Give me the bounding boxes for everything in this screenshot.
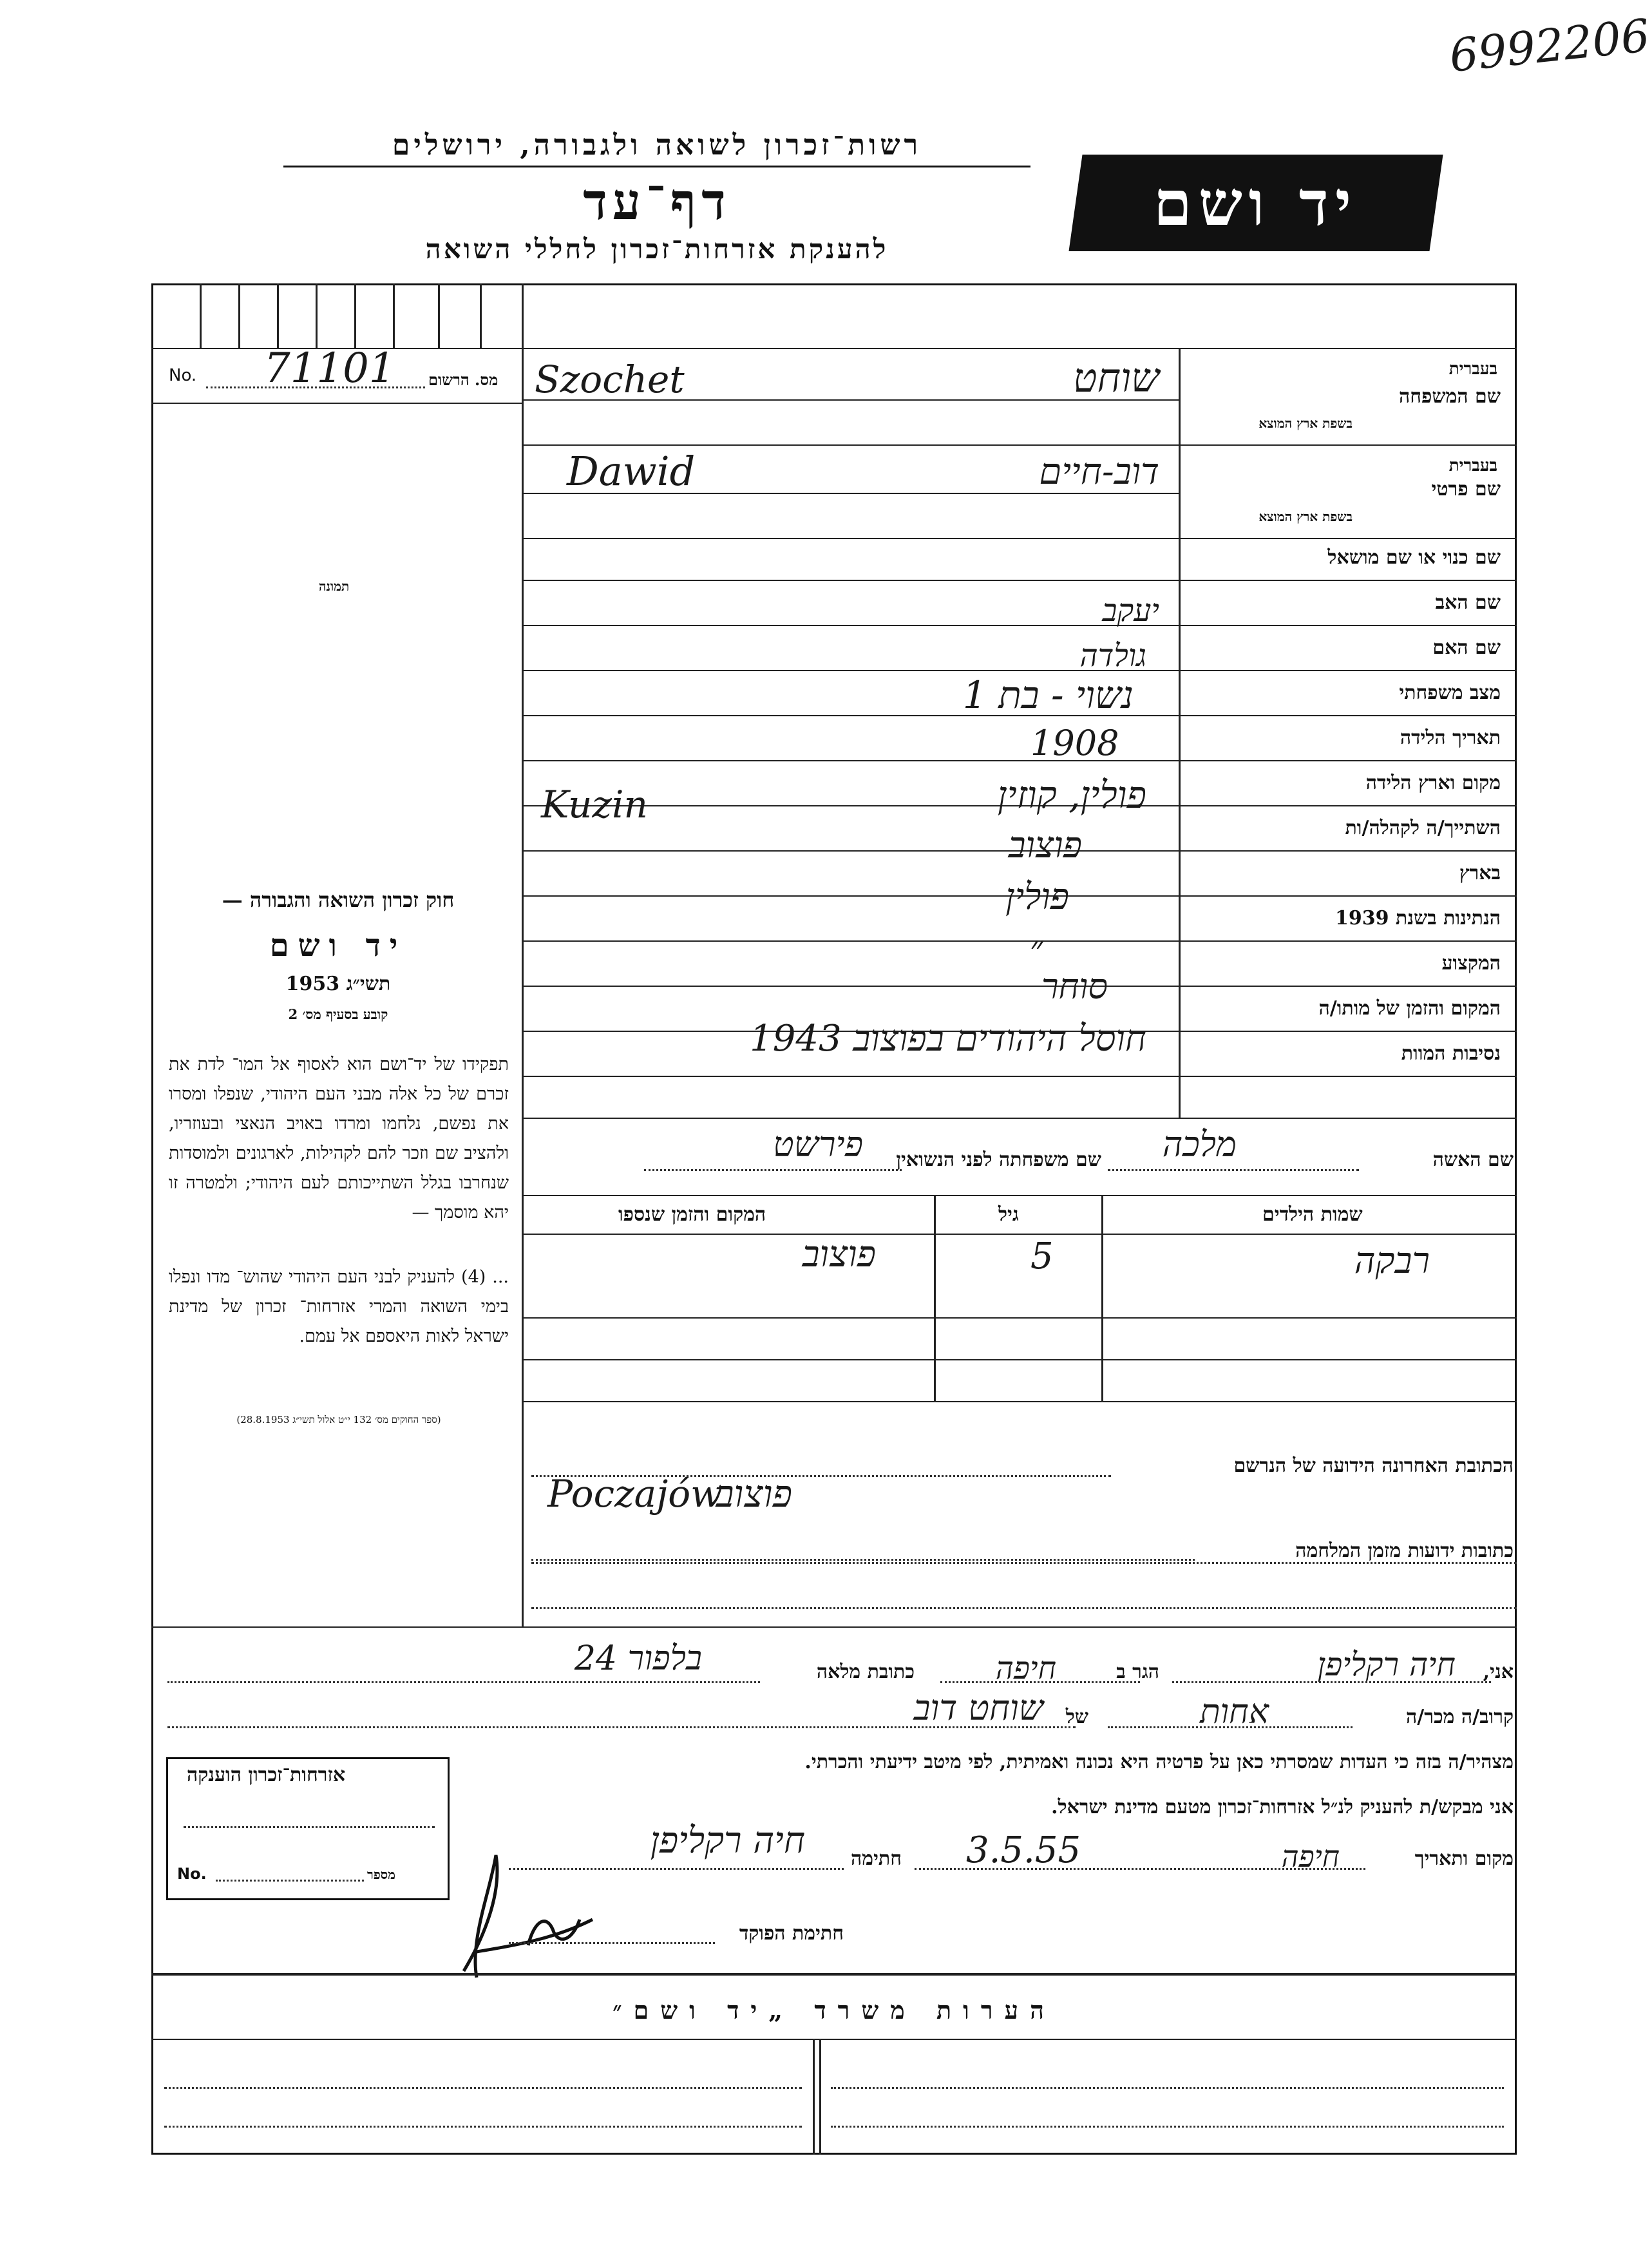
- registration-no-label: No.: [169, 366, 197, 385]
- given-name-label: שם פרטי: [1431, 478, 1501, 500]
- office-title: הערות משרד „יד ושם״: [612, 1996, 1056, 2025]
- declarant-name: חיה רקליפן: [1317, 1646, 1456, 1683]
- officer-signature: [425, 1842, 618, 1990]
- registration-line: [151, 403, 522, 404]
- wife-label: שם האשה: [1432, 1149, 1514, 1171]
- last-address-label: הכתובת האחרונה הידועה של הנרשם: [1233, 1454, 1514, 1477]
- father-label: שם האב: [1435, 591, 1501, 614]
- relative-label: קרוב/ה מכר/ה: [1406, 1706, 1514, 1728]
- strip-tick: [277, 283, 279, 348]
- law-title: חוק זכרון השואה והגבורה —: [222, 888, 455, 912]
- address-dots: [531, 1562, 1517, 1564]
- row-line: [522, 1118, 1517, 1119]
- authority-line: רשות־זכרון לשואה ולגבורה, ירושלים: [283, 129, 1030, 167]
- yad-vashem-logo: [1068, 155, 1443, 251]
- strip-tick: [480, 283, 482, 348]
- row-line: [522, 538, 1517, 539]
- surname-hebrew-value: שוחט: [1073, 354, 1159, 401]
- office-dots: [164, 2087, 802, 2089]
- last-address-hebrew: פוצוב: [716, 1472, 792, 1516]
- lang-native-label: בשפת ארץ המוצא: [1258, 415, 1353, 431]
- citizenship-value: ״: [1029, 928, 1043, 969]
- office-dots: [831, 2087, 1504, 2089]
- war-address-dots: [531, 1559, 1195, 1561]
- law-name: יד ושם: [269, 928, 407, 964]
- children-row-line: [522, 1401, 1517, 1402]
- given-native-value: Dawid: [567, 448, 696, 495]
- community-label: השתייך/ה לקהלה/ות: [1345, 817, 1501, 839]
- children-col-divider: [934, 1195, 936, 1401]
- marital-label: מצב משפחתי: [1399, 682, 1501, 704]
- law-clause: קובע בסעיף מס׳ 2: [288, 1006, 388, 1022]
- declaration-top-line: [151, 1626, 1517, 1628]
- strip-tick: [393, 283, 395, 348]
- war-address-dots-2: [531, 1607, 1517, 1609]
- office-header-line: [151, 2039, 1517, 2040]
- surname-label: שם המשפחה: [1398, 385, 1501, 408]
- birthdate-value: 1908: [1030, 723, 1119, 763]
- law-text-2: ... (4) להעניק לבני העם היהודי שהוש־ מדו ונפלו בימי השואה והמרי אזרחות־ זכרון של מדינת ישראל לאות היאספם אל עמם.: [169, 1267, 509, 1346]
- wife-value: מלכה: [1162, 1124, 1237, 1165]
- death-cause-label: נסיבות המוות: [1401, 1042, 1501, 1065]
- mother-label: שם האם: [1432, 636, 1501, 659]
- photo-label: תמונה: [319, 578, 350, 594]
- officer-dots: [509, 1942, 715, 1944]
- citizenship-box-title: אזרחות־זכרון הוענקה: [187, 1764, 346, 1786]
- child-place: פוצוב: [802, 1234, 876, 1275]
- full-address-value: בלפור 24: [574, 1639, 702, 1678]
- birthdate-label: תאריך הלידה: [1400, 727, 1501, 749]
- birthplace-native-value: Kuzin: [541, 783, 648, 826]
- officer-signature-scribble: [425, 1842, 618, 1990]
- mother-value: גולדה: [1079, 638, 1146, 674]
- column-divider: [522, 283, 524, 1626]
- father-value: יעקב: [1102, 593, 1159, 629]
- declarant-i-label: אני,: [1483, 1661, 1514, 1683]
- citizenship-box-dots: [184, 1826, 435, 1828]
- signature-value: חיה רקליפן: [650, 1820, 805, 1862]
- office-divider-2: [819, 2039, 821, 2155]
- form-subtitle: להענקת אזרחות־זכרון לחללי השואה: [425, 233, 889, 265]
- wife-line: [522, 1195, 1517, 1196]
- office-dots: [831, 2126, 1504, 2128]
- war-address-label: כתובות ידועות מזמן המלחמה: [1295, 1539, 1514, 1562]
- surname-native-value: Szochet: [535, 357, 685, 401]
- declare-text: מצהיר/ה בזה כי העדות שמסרתי כאן על פרטיה היא נכונה ואמיתית, לפי מיטב ידיעתי והכרתי.: [804, 1751, 1514, 1773]
- children-row-line: [522, 1359, 1517, 1360]
- row-line: [522, 670, 1517, 671]
- request-text: אני מבקש/ת להעניק לנ״ל אזרחות־זכרון מטעם מדינת ישראל.: [1051, 1796, 1514, 1818]
- lang-native-label-2: בשפת ארץ המוצא: [1258, 509, 1353, 524]
- of-label: של: [1065, 1706, 1088, 1728]
- logo-text: יד ושם: [1154, 166, 1358, 240]
- archive-number: 6992206: [1447, 8, 1652, 83]
- row-line: [522, 444, 1517, 446]
- office-top-line: [151, 1973, 1517, 1976]
- full-address-dots: [167, 1681, 760, 1683]
- marital-value: נשוי - בת 1: [962, 673, 1134, 717]
- last-address-value: Poczajów: [547, 1472, 723, 1516]
- strip-tick: [354, 283, 356, 348]
- place-value: חיפה: [1281, 1839, 1340, 1874]
- resides-value: חיפה: [995, 1650, 1056, 1686]
- registration-label: מס. הרשום: [428, 370, 498, 389]
- office-dots: [164, 2126, 802, 2128]
- strip-tick: [316, 283, 318, 348]
- signature-label: חתימה: [851, 1847, 902, 1870]
- full-address-label: כתובת מלאה: [816, 1661, 915, 1683]
- citizenship-no-dots: [216, 1880, 364, 1882]
- death-place-label: המקום והזמן של מותו/ה: [1318, 997, 1501, 1020]
- resides-label: הגר ב: [1116, 1661, 1159, 1683]
- profession-value: סוחר: [1041, 966, 1108, 1007]
- citizenship-box-no: No.: [177, 1865, 207, 1883]
- of-value: שוחט דוב: [913, 1688, 1043, 1728]
- lang-hebrew-label: בעברית: [1448, 359, 1497, 379]
- strip-tick: [238, 283, 240, 348]
- wife-maiden-label: שם משפחתה לפני הנשואין: [896, 1149, 1101, 1171]
- community-value: פוצוב: [1008, 824, 1082, 866]
- office-divider: [813, 2039, 815, 2155]
- strip-tick: [200, 283, 202, 348]
- child-name: רבקה: [1354, 1240, 1430, 1282]
- birthplace-label: מקום וארץ הלידה: [1365, 772, 1501, 794]
- place-date-label: מקום ותאריך: [1414, 1847, 1514, 1870]
- row-line: [522, 625, 1517, 626]
- law-text-1: תפקידו של יד־ושם הוא לאסוף אל המו־ לדת את זכרם של כל אלה מבני העם היהודי, שנפלו ומסרו את נפשם, נלחמו ומרדו באויב הנאצי ובעוזריו, ולהציב שם וזכר להם לקהילות, לארגונים ולמוסדות שנחרבו בגלל השתייכותם לעם היהודי; ולמטרה זו יהא מוסמך —: [169, 1054, 509, 1223]
- children-row-line: [522, 1317, 1517, 1319]
- profession-label: המקצוע: [1441, 952, 1501, 975]
- children-place-header: המקום והזמן שנספו: [618, 1203, 766, 1226]
- registration-number: 71101: [264, 345, 395, 392]
- wife-maiden-value: פירשט: [773, 1124, 863, 1165]
- children-col-divider: [1101, 1195, 1103, 1401]
- country-value: פולין: [1005, 876, 1069, 918]
- death-place-value: חוסל היהודים בפוצוב 1943: [750, 1018, 1146, 1060]
- citizenship-label: הנתינות בשנת 1939: [1334, 907, 1501, 929]
- law-year: תשי״ג 1953: [285, 973, 391, 995]
- date-value: 3.5.55: [966, 1829, 1081, 1871]
- alias-label: שם כנוי או שם מושאל: [1327, 546, 1501, 569]
- lang-hebrew-label-2: בעברית: [1448, 456, 1497, 475]
- strip-tick: [438, 283, 440, 348]
- law-reference: (ספר החוקים מס׳ 132 י״ט אלול תשי״ג 28.8.1953): [236, 1414, 441, 1425]
- country-label: בארץ: [1459, 862, 1501, 884]
- officer-signature-label: חתימת הפוקד: [739, 1922, 844, 1945]
- form-title: דף־עד: [583, 173, 731, 231]
- wife-maiden-dots: [644, 1169, 902, 1171]
- children-age-header: גיל: [998, 1203, 1019, 1226]
- birthplace-value: פולין, קוזין: [997, 773, 1146, 817]
- row-line: [522, 580, 1517, 581]
- child-age: 5: [1030, 1235, 1054, 1277]
- label-divider: [1179, 348, 1181, 1118]
- row-line: [522, 1076, 1517, 1077]
- relative-value: אחות: [1200, 1693, 1269, 1731]
- row-line: [522, 940, 1517, 942]
- given-hebrew-value: דוב-חיים: [1039, 451, 1159, 493]
- citizenship-box-number-label: מספר: [367, 1867, 395, 1882]
- children-header-line: [522, 1234, 1517, 1235]
- row-line: [522, 760, 1517, 761]
- wife-dots: [1108, 1169, 1359, 1171]
- row-line: [522, 986, 1517, 987]
- children-names-header: שמות הילדים: [1262, 1203, 1363, 1226]
